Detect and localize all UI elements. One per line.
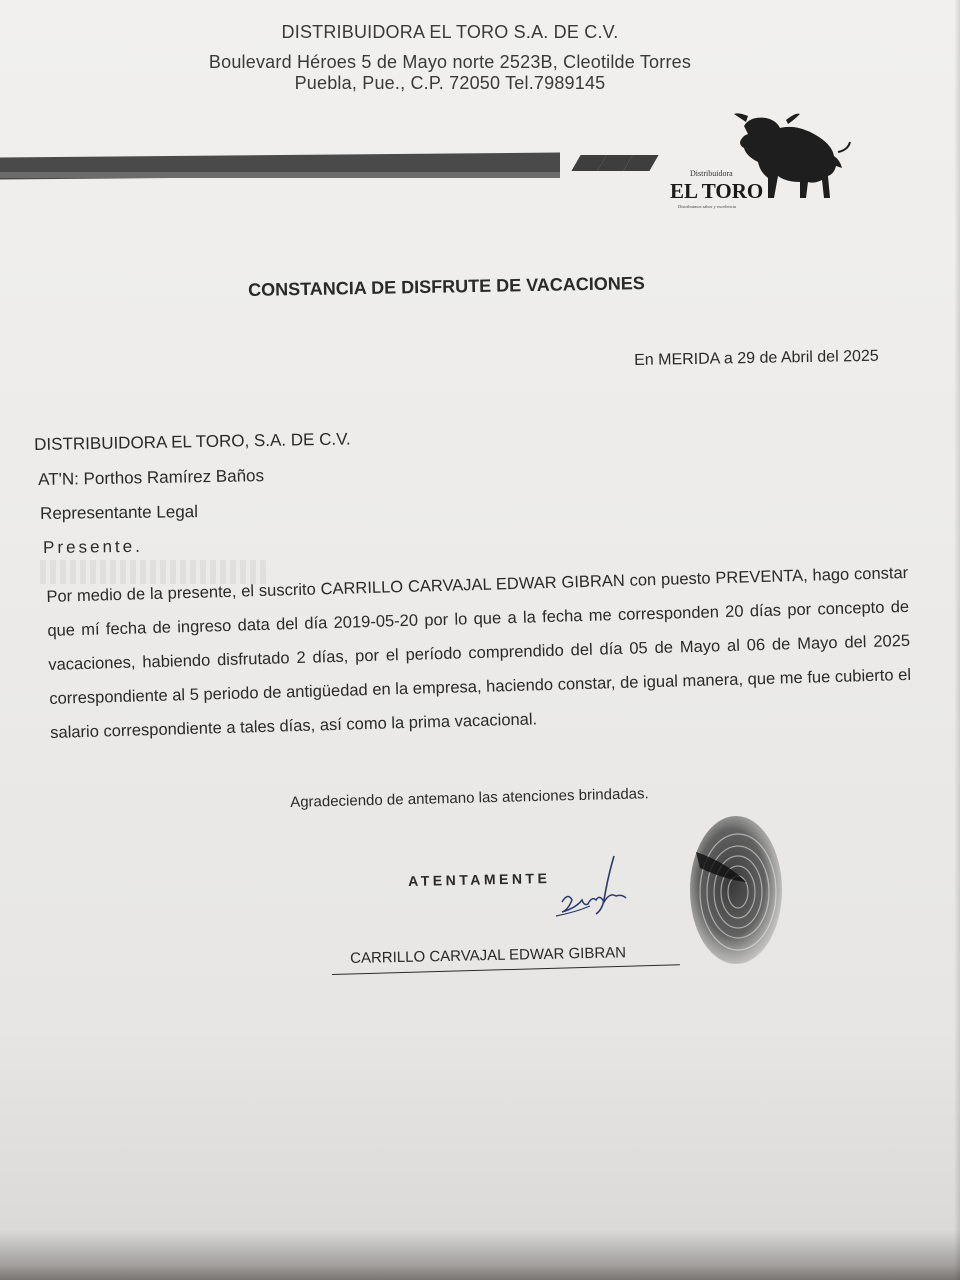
document-title: CONSTANCIA DE DISFRUTE DE VACACIONES xyxy=(248,273,645,300)
letterhead-address-line1: Boulevard Héroes 5 de Mayo norte 2523B, Cleotilde Torres xyxy=(208,52,692,72)
addressee-role: Representante Legal xyxy=(40,502,199,523)
document-date-line: En MERIDA a 29 de Abril del 2025 xyxy=(634,347,879,369)
fingerprint-icon xyxy=(686,812,786,968)
body-paragraph: Por medio de la presente, el suscrito CARRILLO CARVAJAL EDWAR GIBRAN con puesto PREVENTA, hago constar que mí fecha de ingreso data del día 2019-05-20 por lo que a la fecha me corresponden 20 días por concepto de vacaciones, habiendo disfrutado 2 días, por el período comprendido del día 05 de Mayo al 06 de Mayo del 2025 correspondiente al 5 periodo de antigüedad en la empresa, haciendo constar, de igual manera, que me fue cubierto el salario correspondiente a tales días, así como la prima vacacional. xyxy=(46,563,912,742)
page-edge-shadow xyxy=(954,0,960,1280)
addressee-attention: AT'N: Porthos Ramírez Baños xyxy=(38,466,265,489)
svg-text:Distribuimos sabor y excelenci: Distribuimos sabor y excelencia xyxy=(678,204,736,209)
addressee-presente: Presente. xyxy=(43,536,143,557)
addressee-company: DISTRIBUIDORA EL TORO, S.A. DE C.V. xyxy=(34,429,351,454)
closing-thanks: Agradeciendo de antemano las atenciones brindadas. xyxy=(290,785,649,811)
handwritten-signature xyxy=(548,852,638,924)
closing-atentamente: ATENTAMENTE xyxy=(408,870,551,889)
signer-name: CARRILLO CARVAJAL EDWAR GIBRAN xyxy=(350,944,627,967)
header-band-underline xyxy=(0,172,560,178)
svg-text:EL TORO: EL TORO xyxy=(670,179,764,203)
letterhead-address-line2: Puebla, Pue., C.P. 72050 Tel.7989145 xyxy=(294,73,606,93)
letterhead-company-name: DISTRIBUIDORA EL TORO S.A. DE C.V. xyxy=(281,22,619,42)
svg-text:Distribuidora: Distribuidora xyxy=(690,169,733,178)
page-bottom-shadow xyxy=(0,1230,960,1280)
el-toro-logo xyxy=(668,104,858,214)
bull-logo-icon xyxy=(668,104,858,214)
